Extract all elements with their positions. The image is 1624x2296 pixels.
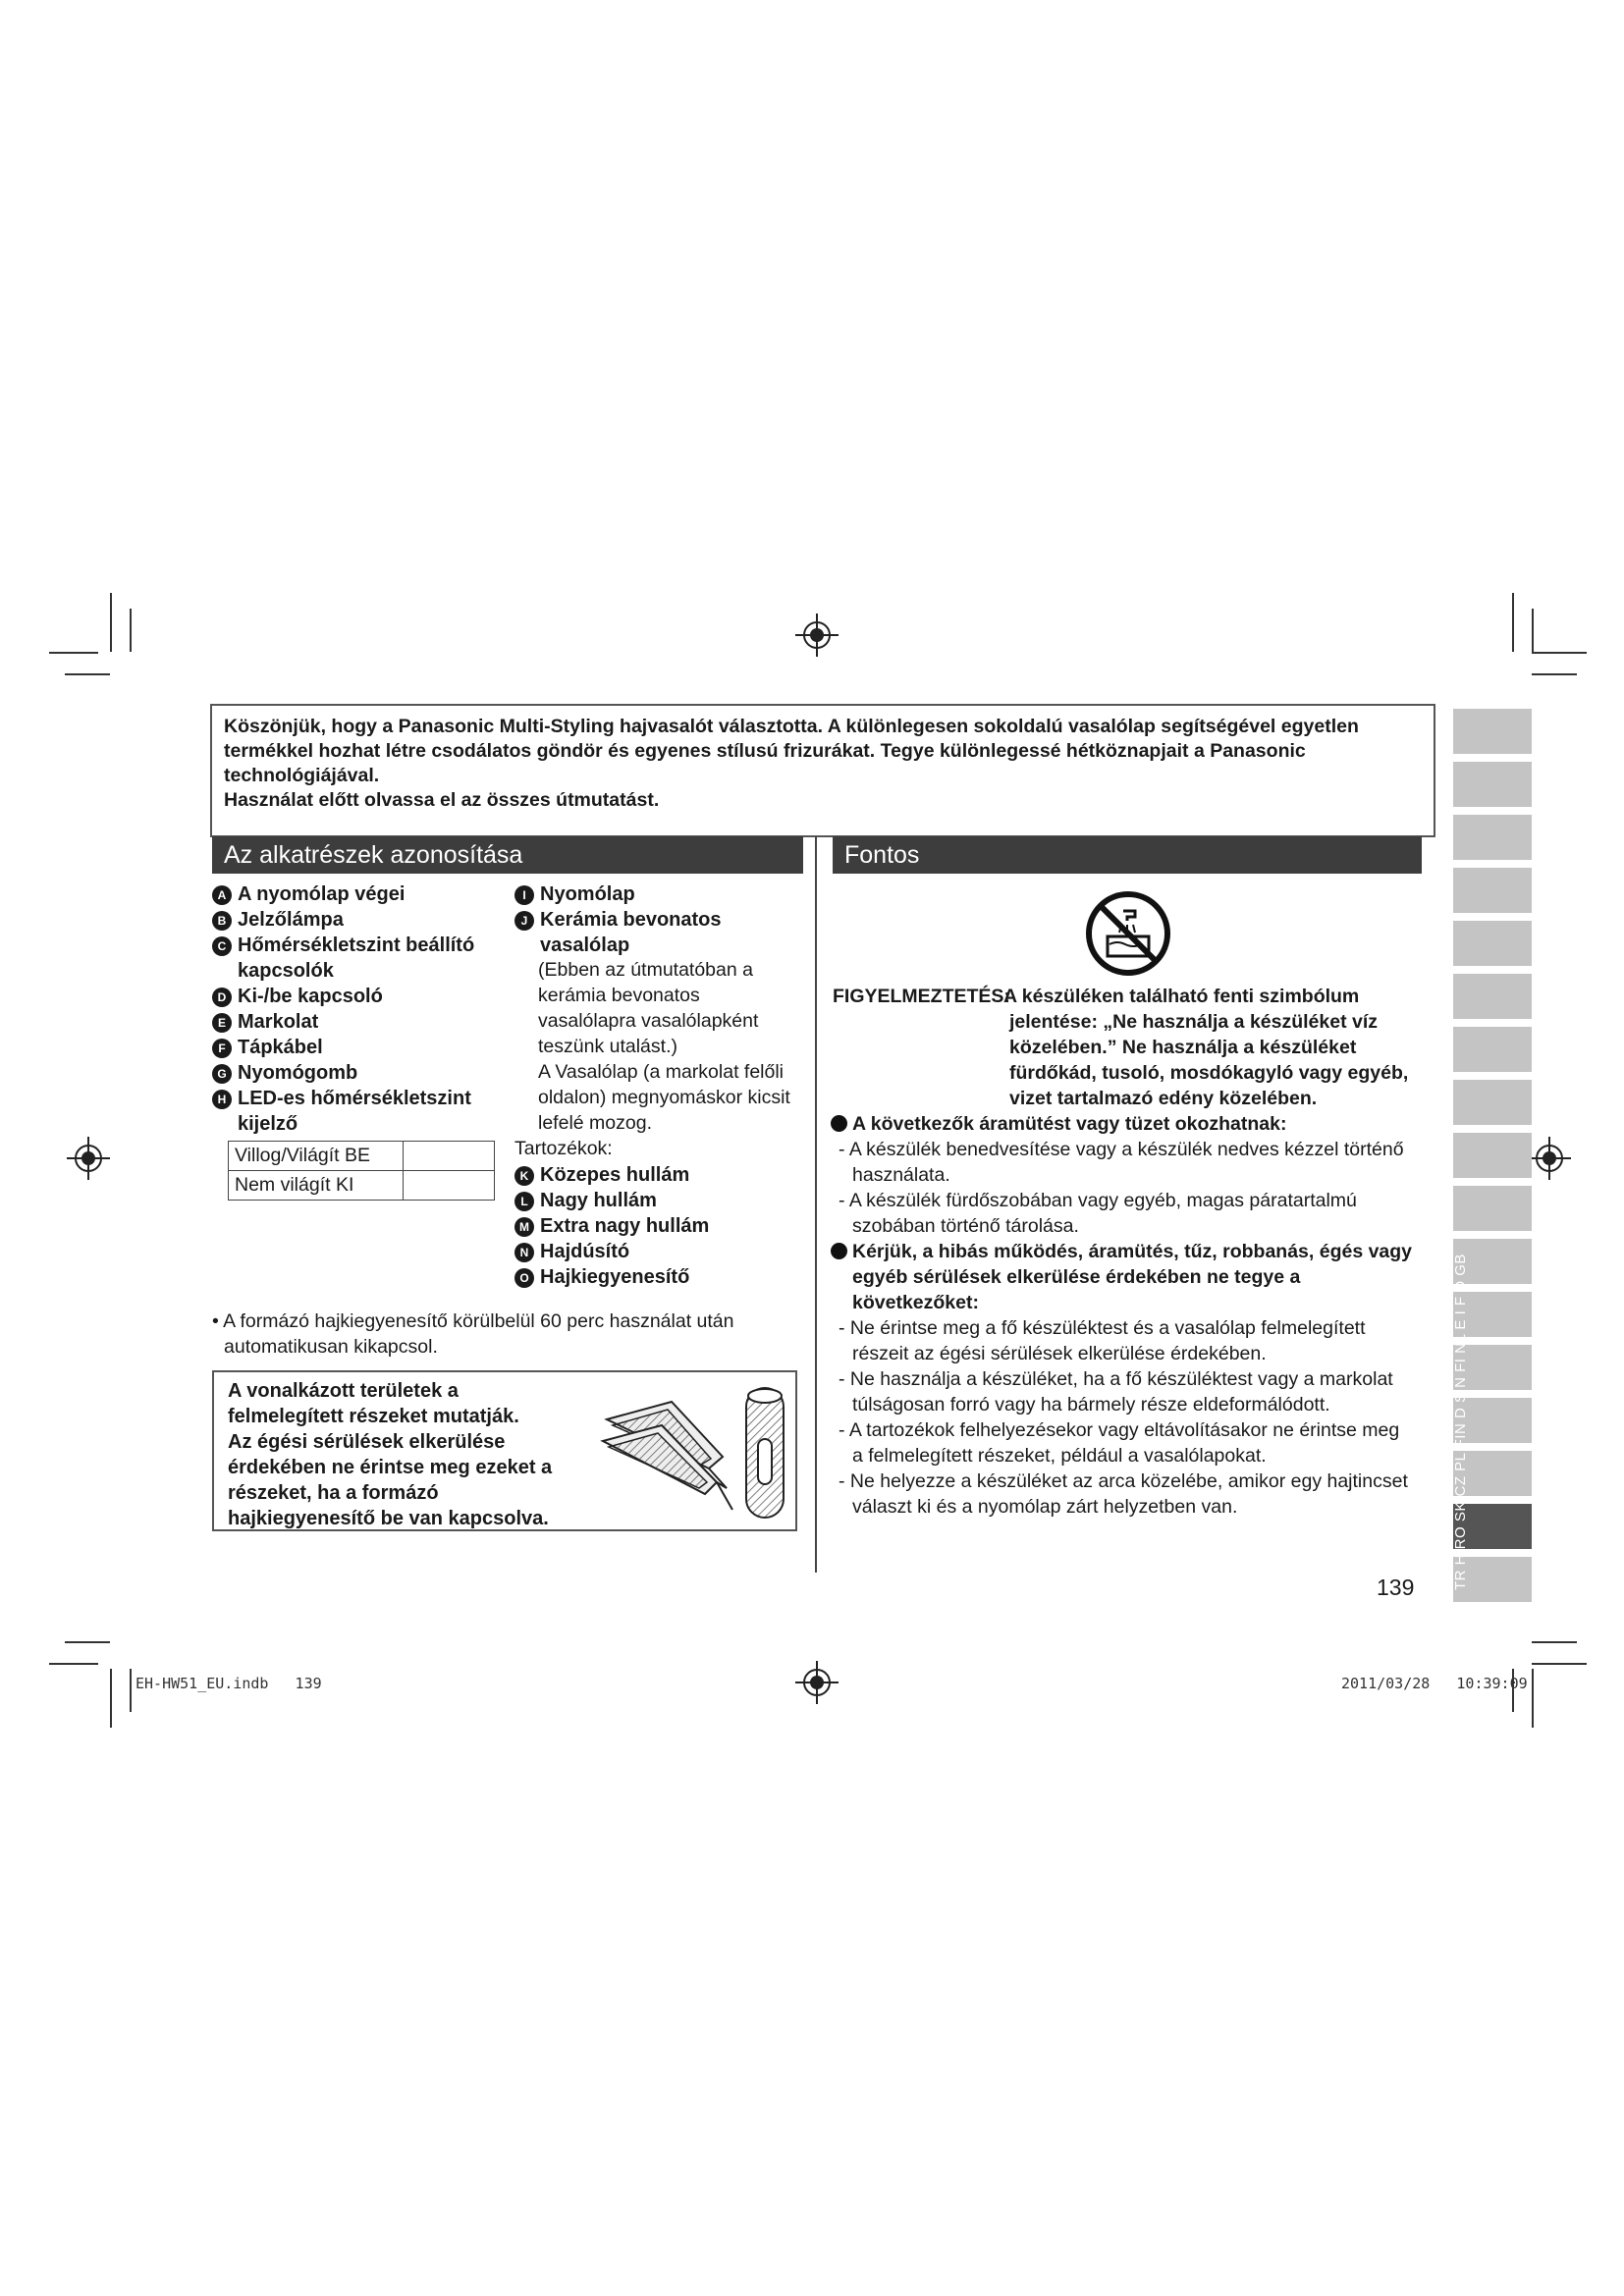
intro-line: Használat előtt olvassa el az összes útmutatást. <box>224 789 660 811</box>
part-j: J Kerámia bevonatos <box>514 907 722 933</box>
table-row <box>229 1142 495 1171</box>
important-section-title: Fontos <box>833 836 1422 874</box>
registration-mark-bottom <box>795 1661 839 1704</box>
note-j-line: kerámia bevonatos <box>538 985 700 1006</box>
led-status-table <box>228 1141 495 1201</box>
auto-off-note: • A formázó hajkiegyenesítő körülbelül 60 perc használat után <box>212 1310 734 1332</box>
accessory-m: M Extra nagy hullám <box>514 1213 709 1239</box>
registration-mark-right <box>1528 1137 1571 1180</box>
note-j-line: A Vasalólap (a markolat felőli <box>538 1061 785 1083</box>
bullet-injury-cont: következőket: <box>852 1292 979 1313</box>
part-d: D Ki-/be kapcsoló <box>212 984 383 1009</box>
part-h: H LED-es hőmérsékletszint <box>212 1086 471 1111</box>
part-c-cont: kapcsolók <box>238 960 334 982</box>
registration-mark-left <box>67 1137 110 1180</box>
page-number: 139 <box>1377 1575 1415 1600</box>
warning-label: FIGYELMEZTETÉS: <box>833 986 1010 1007</box>
part-j-cont: vasalólap <box>540 934 630 956</box>
led-state-on: Villog/Világít BE <box>229 1142 404 1171</box>
part-a: A A nyomólap végei <box>212 881 405 907</box>
bullet-injury: Kérjük, a hibás működés, áramütés, tűz, robbanás, égés vagy <box>831 1240 1412 1264</box>
bullet1-item-cont: szobában történő tárolása. <box>852 1215 1079 1237</box>
table-row <box>229 1171 495 1201</box>
warning-line: fürdőkád, tusoló, mosdókagyló vagy egyéb, <box>1009 1062 1409 1084</box>
intro-line: termékkel hozhat létre csodálatos göndör és egyenes stílusú frizurákat. Tegye különlegessé hétköznapjait a Panasonic <box>224 740 1306 762</box>
no-water-symbol-icon <box>1084 889 1172 978</box>
intro-box <box>210 704 1435 837</box>
bullet2-item: - Ne érintse meg a fő készüléktest és a vasalólap felmelegített <box>839 1317 1366 1339</box>
parts-section-title: Az alkatrészek azonosítása <box>212 836 803 874</box>
note-j-line: teszünk utalást.) <box>538 1036 677 1057</box>
part-e: E Markolat <box>212 1009 318 1035</box>
bullet2-item: - Ne használja a készüléket, ha a fő készüléktest vagy a markolat <box>839 1368 1393 1390</box>
footer-date: 2011/03/28 10:39:09 <box>1341 1675 1528 1692</box>
language-tab-labels: TR H RO SK CZ PL FIN D S N FI NL E I F D GB <box>1452 1254 1469 1590</box>
note-j-line: lefelé mozog. <box>538 1112 652 1134</box>
note-j-line: (Ebben az útmutatóban a <box>538 959 753 981</box>
part-h-cont: kijelző <box>238 1113 298 1135</box>
bullet1-item: - A készülék benedvesítése vagy a készülék nedves kézzel történő <box>839 1139 1404 1160</box>
footer-file: EH-HW51_EU.indb 139 <box>135 1675 322 1692</box>
auto-off-note-cont: automatikusan kikapcsol. <box>224 1336 438 1358</box>
bullet-shock-fire: A következők áramütést vagy tüzet okozhatnak: <box>831 1112 1287 1137</box>
bullet2-item-cont: választ ki és a nyomólap zárt helyzetben van. <box>852 1496 1238 1518</box>
accessory-k: K Közepes hullám <box>514 1162 689 1188</box>
part-b: B Jelzőlámpa <box>212 907 344 933</box>
intro-line: technológiájával. <box>224 765 380 786</box>
warning-line: A készüléken található fenti szimbólum <box>1003 986 1360 1007</box>
warning-line: jelentése: „Ne használja a készüléket víz <box>1009 1011 1379 1033</box>
bullet1-item-cont: használata. <box>852 1164 950 1186</box>
bullet1-item: - A készülék fürdőszobában vagy egyéb, magas páratartalmú <box>839 1190 1357 1211</box>
intro-line: Köszönjük, hogy a Panasonic Multi-Styling hajvasalót választotta. A különlegesen sokoldalú vasalólap segítségével egyetlen <box>224 716 1359 737</box>
part-c: C Hőmérsékletszint beállító <box>212 933 474 958</box>
hair-straightener-illustration <box>593 1380 789 1522</box>
bullet2-item-cont: részeit az égési sérülések elkerülése érdekében. <box>852 1343 1267 1364</box>
led-value-on <box>404 1142 495 1171</box>
registration-mark-top <box>795 614 839 657</box>
bullet-injury-cont: egyéb sérülések elkerülése érdekében ne tegye a <box>852 1266 1301 1288</box>
part-i: I Nyomólap <box>514 881 635 907</box>
part-f: F Tápkábel <box>212 1035 323 1060</box>
bullet2-item-cont: túlságosan forró vagy ha bármely része eldeformálódott. <box>852 1394 1330 1415</box>
bullet2-item: - Ne helyezze a készüléket az arca közelébe, amikor egy hajtincset <box>839 1470 1408 1492</box>
led-state-off: Nem világít KI <box>229 1171 404 1201</box>
column-divider <box>815 836 817 1573</box>
hot-parts-warning-text: A vonalkázott területek a felmelegített részeket mutatják. Az égési sérülések elkerülése érdekében ne érintse meg ezeket a részeket, ha a formázó hajkiegyenesítő be van kapcsolva. <box>228 1380 553 1529</box>
led-value-off <box>404 1171 495 1201</box>
warning-line: közelében.” Ne használja a készüléket <box>1009 1037 1357 1058</box>
accessories-label: Tartozékok: <box>514 1138 613 1159</box>
warning-line: vizet tartalmazó edény közelében. <box>1009 1088 1318 1109</box>
accessory-n: N Hajdúsító <box>514 1239 629 1264</box>
note-j-line: oldalon) megnyomáskor kicsit <box>538 1087 790 1108</box>
note-j-line: vasalólapra vasalólapként <box>538 1010 759 1032</box>
accessory-l: L Nagy hullám <box>514 1188 657 1213</box>
part-g: G Nyomógomb <box>212 1060 357 1086</box>
bullet2-item-cont: a felmelegített részeket, például a vasalólapokat. <box>852 1445 1267 1467</box>
bullet2-item: - A tartozékok felhelyezésekor vagy eltávolításakor ne érintse meg <box>839 1419 1400 1441</box>
accessory-o: O Hajkiegyenesítő <box>514 1264 689 1290</box>
